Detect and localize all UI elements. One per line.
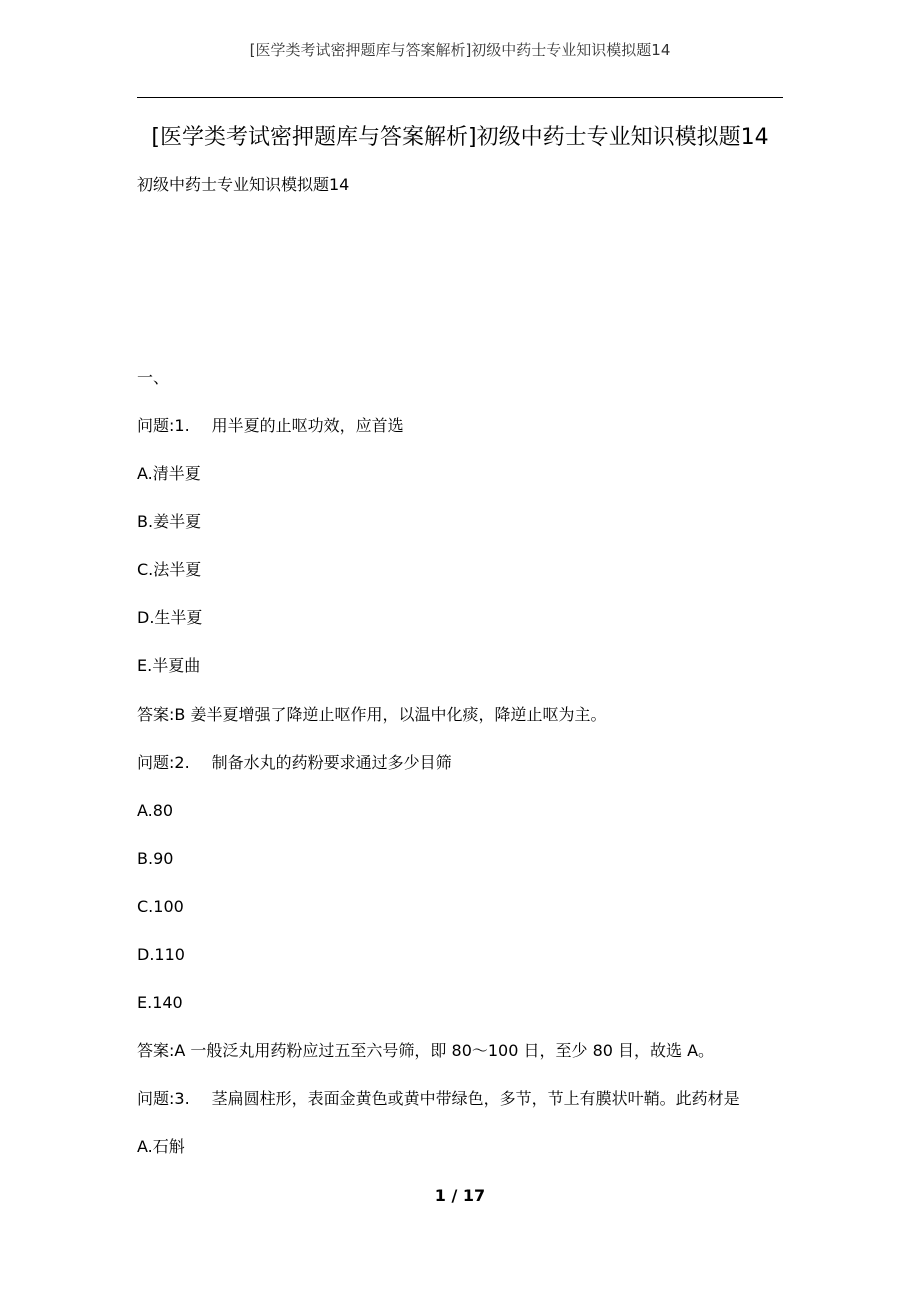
question-2-option-d: D.110 (137, 945, 185, 965)
question-2-stem (137, 751, 787, 775)
question-2-number: 问题:2. (137, 752, 190, 772)
question-1-option-e: E.半夏曲 (137, 656, 201, 676)
question-2-option-e: E.140 (137, 993, 183, 1013)
question-1-option-a: A.清半夏 (137, 464, 201, 484)
question-3-option-a: A.石斛 (137, 1137, 185, 1157)
question-2-text: 制备水丸的药粉要求通过多少目筛 (211, 752, 452, 772)
running-header: [医学类考试密押题库与答案解析]初级中药士专业知识模拟题14 (249, 41, 671, 59)
question-2-option-c: C.100 (137, 896, 184, 916)
question-1-number: 问题:1. (137, 416, 190, 435)
question-3-number: 问题:3. (137, 1089, 190, 1109)
question-2-option-b: B.90 (137, 848, 174, 868)
question-1-option-d: D.生半夏 (137, 608, 203, 628)
section-label: 一、 (137, 368, 170, 387)
question-2-option-a: A.80 (137, 800, 174, 820)
document-title: [医学类考试密押题库与答案解析]初级中药士专业知识模拟题14 (151, 125, 769, 150)
question-2-answer: 答案:A 一般泛丸用药粉应过五至六号筛，即 80～100 日，至少 80 目，故选 A。 (137, 1041, 715, 1061)
question-1-text: 用半夏的止呕功效，应首选 (211, 416, 404, 435)
header-divider (137, 97, 783, 98)
question-3-text: 茎扁圆柱形，表面金黄色或黄中带绿色，多节，节上有膜状叶鞘。此药材是 (211, 1089, 740, 1109)
question-1-option-c: C.法半夏 (137, 560, 202, 580)
question-1-answer: 答案:B 姜半夏增强了降逆止呕作用，以温中化痰，降逆止呕为主。 (137, 704, 607, 724)
document-subtitle: 初级中药士专业知识模拟题14 (137, 175, 350, 194)
question-3-stem (137, 1087, 787, 1111)
question-list (137, 414, 787, 1184)
question-1-stem (137, 414, 787, 438)
page-number: 1 / 17 (434, 1186, 486, 1205)
question-1-option-b: B.姜半夏 (137, 512, 202, 532)
